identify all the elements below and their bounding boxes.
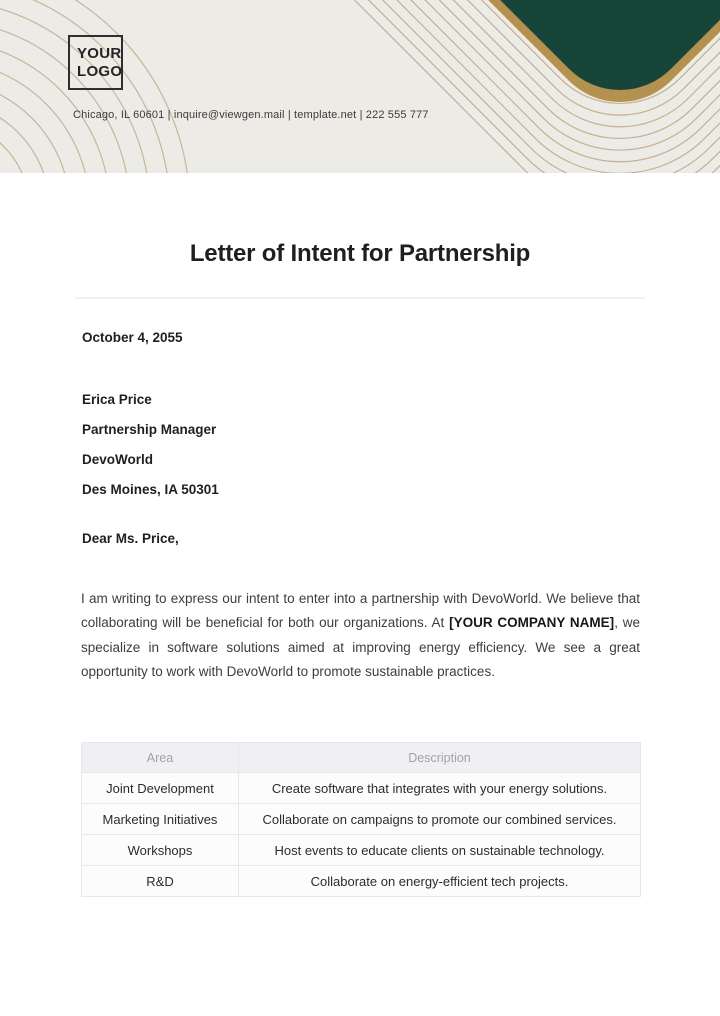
logo-text-line2: LOGO <box>77 62 123 80</box>
body-paragraph <box>81 587 640 684</box>
letter-title: Letter of Intent for Partnership <box>189 240 531 267</box>
description-cell: Create software that integrates with your energy solutions. <box>239 773 641 804</box>
recipient-name: Erica Price <box>82 392 152 407</box>
recipient-block <box>82 385 219 505</box>
recipient-company: DevoWorld <box>82 452 154 467</box>
area-cell: Marketing Initiatives <box>82 804 239 835</box>
column-header-description: Description <box>239 743 641 773</box>
logo-placeholder <box>68 35 123 90</box>
description-cell: Collaborate on campaigns to promote our combined services. <box>239 804 641 835</box>
body-text-after: , we specialize in software solutions aimed at improving energy efficiency. We see a great opportunity to work with DevoWorld to promote sustainable practices. <box>81 615 640 679</box>
body-text-before: I am writing to express our intent to enter into a partnership with DevoWorld. We believe that collaborating will be beneficial for both our organizations. At <box>81 591 640 631</box>
letter-date: October 4, 2055 <box>82 330 183 345</box>
table-row <box>82 866 641 897</box>
description-cell: Collaborate on energy-efficient tech projects. <box>239 866 641 897</box>
column-header-area: Area <box>82 743 239 773</box>
area-cell: R&D <box>82 866 239 897</box>
title-divider <box>75 297 645 299</box>
area-cell: Workshops <box>82 835 239 866</box>
description-cell: Host events to educate clients on sustainable technology. <box>239 835 641 866</box>
table-header-row <box>82 743 641 773</box>
salutation: Dear Ms. Price, <box>82 531 179 546</box>
table-row <box>82 804 641 835</box>
letterhead <box>0 0 720 173</box>
table-row <box>82 773 641 804</box>
partnership-areas-table <box>81 742 641 897</box>
recipient-address: Des Moines, IA 50301 <box>82 482 219 497</box>
logo-text-line1: YOUR <box>77 44 122 62</box>
area-cell: Joint Development <box>82 773 239 804</box>
table-row <box>82 835 641 866</box>
recipient-role: Partnership Manager <box>82 422 217 437</box>
contact-info-line: Chicago, IL 60601 | inquire@viewgen.mail | template.net | 222 555 777 <box>73 109 429 121</box>
company-name-placeholder: [YOUR COMPANY NAME] <box>449 615 615 631</box>
